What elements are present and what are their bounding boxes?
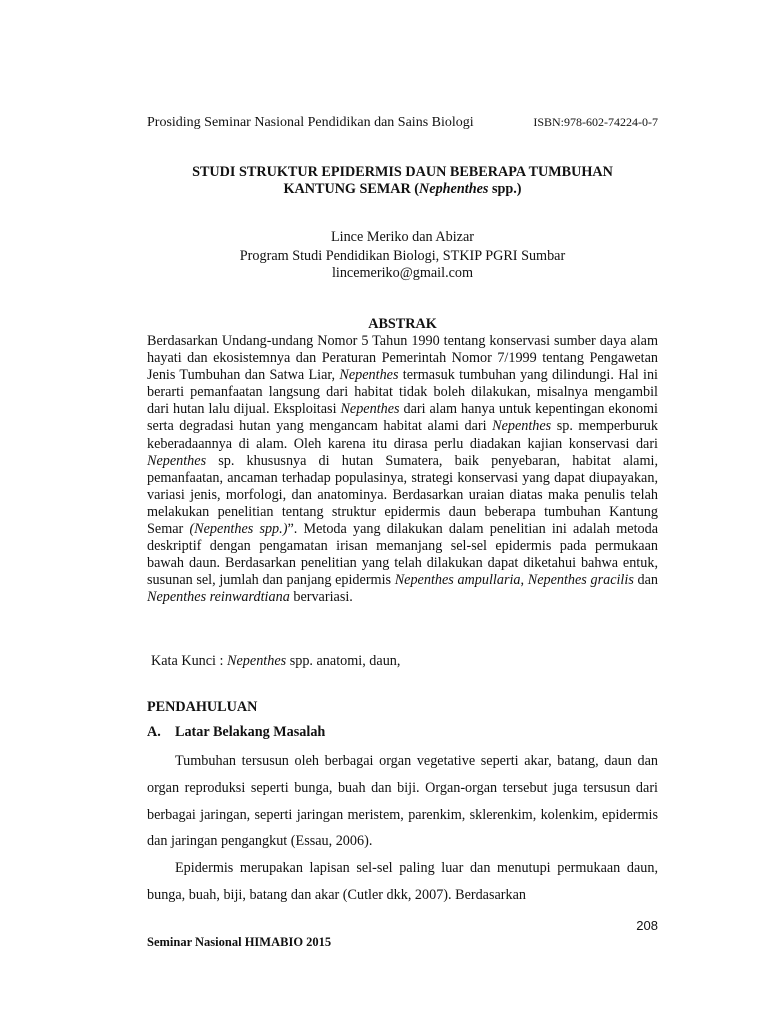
keywords-genus: Nepenthes xyxy=(227,653,287,669)
running-footer: Seminar Nasional HIMABIO 2015 xyxy=(147,935,332,949)
abstract-text: Berdasarkan Undang-undang Nomor 5 Tahun 1990 tentang konservasi sumber daya alam hayati dan ekosistemnya dan Peraturan Pemerintah Nomor 7/1999 tentang Pengawetan Jenis Tumbuhan dan Satwa Liar, Nepenthes termasuk tumbuhan yang dilindungi. Hal ini berarti pemanfaatan langsung dari habitat tidak boleh dilakukan, misalnya mengambil dari hutan lalu dijual. Eksploitasi Nepenthes dari alam hanya untuk kepentingan ekonomi serta degradasi hutan yang mengancam habitat alami dari Nepenthes sp. memperburuk keberadaannya di alam. Oleh karena itu dirasa perlu diadakan kajian konservasi dari Nepenthes sp. khususnya di hutan Sumatera, baik penyebaran, habitat alami, pemanfaatan, ancaman terhadap populasinya, strategi konservasi yang dapat diupayakan, variasi jenis, morfologi, dan anatominya. Berdasarkan uraian diatas maka penulis telah melakukan penelitian tentang struktur epidermis daun beberapa tumbuhan Kantung Semar (Nepenthes spp.)”. Metoda yang dilakukan dalam penelitian ini adalah metoda deskriptif dengan pengamatan irisan memanjang sel-sel epidermis pada permukaan bawah daun. Berdasarkan penelitian yang telah dilakukan dapat diketahui bahwa entuk, susunan sel, jumlah dan panjang epidermis Nepenthes ampullaria, Nepenthes gracilis dan Nepenthes reinwardtiana bervariasi. xyxy=(147,333,658,606)
abstract-heading: ABSTRAK xyxy=(368,316,437,332)
title-line-1: STUDI STRUKTUR EPIDERMIS DAUN BEBERAPA TUMBUHAN xyxy=(192,164,613,180)
subsection-number: A. xyxy=(147,724,161,740)
subsection-heading xyxy=(147,724,325,741)
isbn-label: ISBN:978-602-74224-0-7 xyxy=(533,115,658,129)
affiliation xyxy=(147,248,658,282)
body-text xyxy=(147,748,658,909)
proceedings-title: Prosiding Seminar Nasional Pendidikan dan Sains Biologi xyxy=(147,115,474,130)
running-header xyxy=(147,115,658,131)
title-line-2-suffix: spp.) xyxy=(488,181,522,197)
page-number: 208 xyxy=(636,918,658,933)
institution: Program Studi Pendidikan Biologi, STKIP PGRI Sumbar xyxy=(239,248,566,264)
body-paragraph-2: Epidermis merupakan lapisan sel-sel paling luar dan menutupi permukaan daun, bunga, buah, biji, batang dan akar (Cutler dkk, 2007). Berdasarkan xyxy=(147,860,658,903)
email: lincemeriko@gmail.com xyxy=(331,265,474,281)
keywords xyxy=(151,653,658,670)
title-genus: Nephenthes xyxy=(419,181,489,197)
keywords-label: Kata Kunci : xyxy=(151,653,228,669)
authors: Lince Meriko dan Abizar xyxy=(330,229,474,245)
subsection-title: Latar Belakang Masalah xyxy=(175,724,326,740)
paper-title xyxy=(147,164,658,198)
title-line-2 xyxy=(147,181,658,198)
section-heading: PENDAHULUAN xyxy=(147,699,258,715)
body-paragraph-1: Tumbuhan tersusun oleh berbagai organ vegetative seperti akar, batang, daun dan organ reproduksi seperti bunga, buah dan biji. Organ-organ tersebut juga tersusun dari berbagai jaringan, seperti jaringan meristem, parenkim, sklerenkim, kolenkim, epidermis dan jaringan pengangkut (Essau, 2006). xyxy=(147,753,658,850)
keywords-list: spp. anatomi, daun, xyxy=(286,653,401,669)
title-line-2-prefix: KANTUNG SEMAR ( xyxy=(283,181,420,197)
